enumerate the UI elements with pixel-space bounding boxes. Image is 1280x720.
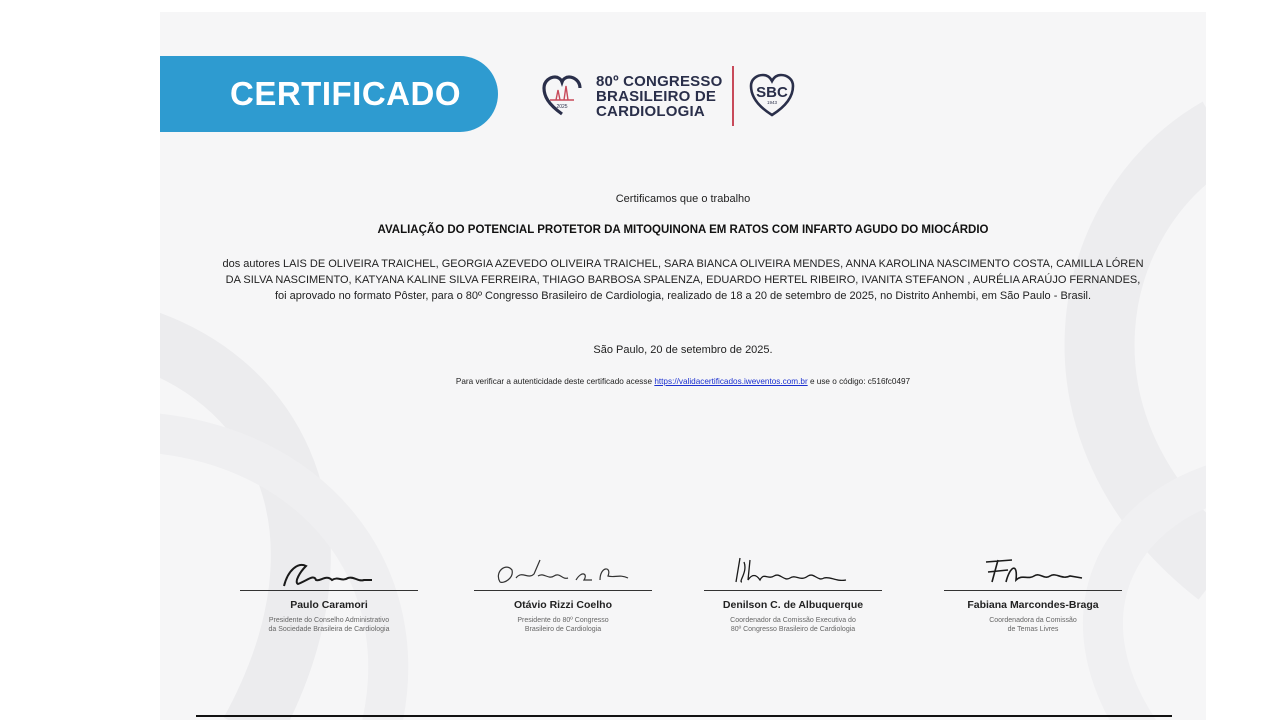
signature-4-line	[944, 590, 1122, 591]
sbc-heart-logo-icon	[748, 73, 796, 119]
signature-block-4	[938, 552, 1128, 634]
signature-2-line	[474, 590, 652, 591]
work-title: AVALIAÇÃO DO POTENCIAL PROTETOR DA MITOQUINONA EM RATOS COM INFARTO AGUDO DO MIOCÁRDIO	[377, 224, 989, 236]
congress-logo-line-3: CARDIOLOGIA	[596, 102, 705, 120]
signature-block-3	[698, 552, 888, 634]
certificate-banner	[160, 56, 498, 132]
signature-2-handwriting	[488, 552, 638, 590]
signature-2-role-line-1: Presidente do 80º Congresso	[517, 617, 609, 624]
certificate-body: dos autores LAIS DE OLIVEIRA TRAICHEL, GEORGIA AZEVEDO OLIVEIRA TRAICHEL, SARA BIANCA OLIVEIRA MENDES, ANNA KAROLINA NASCIMENTO COSTA, CAMILLA LÓREN DA SILVA NASCIMENTO, KATYANA KALINE SILVA FERREIRA, THIAGO BARBOSA SPALENZA, EDUARDO HERTEL RIBEIRO, IVANITA STEFANON , AURÉLIA ARAÚJO FERNANDES, foi aprovado no formato Pôster, para o 80º Congresso Brasileiro de Cardiologia, realizado de 18 a 20 de setembro de 2025, no Distrito Anhembi, em São Paulo - Brasil.	[222, 258, 1144, 302]
place-and-date: São Paulo, 20 de setembro de 2025.	[593, 344, 773, 356]
signature-3-role-line-2: 80º Congresso Brasileiro de Cardiologia	[730, 626, 856, 633]
congress-logo-text	[596, 74, 722, 119]
congress-logo-line-2: BRASILEIRO DE	[596, 87, 717, 105]
congress-logo-group	[542, 64, 796, 128]
signature-1-role	[234, 616, 424, 634]
logo-divider	[732, 66, 734, 126]
congress-heart-logo-icon	[542, 74, 582, 118]
signature-block-1	[234, 552, 424, 634]
signature-3-name: Denilson C. de Albuquerque	[722, 599, 864, 611]
signature-3-role	[698, 616, 888, 634]
signature-2-role-line-2: Brasileiro de Cardiologia	[524, 626, 602, 633]
congress-logo-line-1: 80º CONGRESSO	[596, 72, 723, 90]
bottom-rule	[196, 715, 1172, 717]
signature-1-line	[240, 590, 418, 591]
verification-suffix: e use o código: c516fc0497	[809, 377, 911, 386]
signature-3-handwriting	[718, 552, 868, 590]
signature-1-role-line-1: Presidente do Conselho Administrativo	[268, 617, 390, 624]
certificate-intro: Certificamos que o trabalho	[615, 193, 751, 205]
banner-title: CERTIFICADO	[230, 75, 461, 112]
signature-block-2	[468, 552, 658, 634]
signature-1-name: Paulo Caramori	[290, 599, 368, 611]
congress-logo-year: 2025	[556, 104, 568, 110]
sbc-logo-year: 1943	[767, 100, 778, 105]
signature-1-role-line-2: da Sociedade Brasileira de Cardiologia	[268, 626, 390, 633]
verification-link[interactable]: https://validacertificados.iweventos.com.br	[654, 377, 808, 386]
sbc-logo-label: SBC	[756, 84, 789, 101]
signature-4-name: Fabiana Marcondes-Braga	[967, 599, 1099, 611]
signature-4-role-line-2: de Temas Livres	[1007, 626, 1059, 633]
signature-3-line	[704, 590, 882, 591]
signature-4-role	[938, 616, 1128, 634]
verification-prefix: Para verificar a autenticidade deste certificado acesse	[455, 377, 653, 386]
signature-2-role	[468, 616, 658, 634]
signature-1-handwriting	[254, 552, 404, 590]
verification-note	[160, 377, 1206, 386]
signature-3-role-line-1: Coordenador da Comissão Executiva do	[730, 617, 856, 624]
certificate-page	[160, 12, 1206, 720]
signature-4-role-line-1: Coordenadora da Comissão	[989, 617, 1077, 624]
signature-2-name: Otávio Rizzi Coelho	[513, 599, 612, 611]
signature-4-handwriting	[958, 552, 1108, 590]
